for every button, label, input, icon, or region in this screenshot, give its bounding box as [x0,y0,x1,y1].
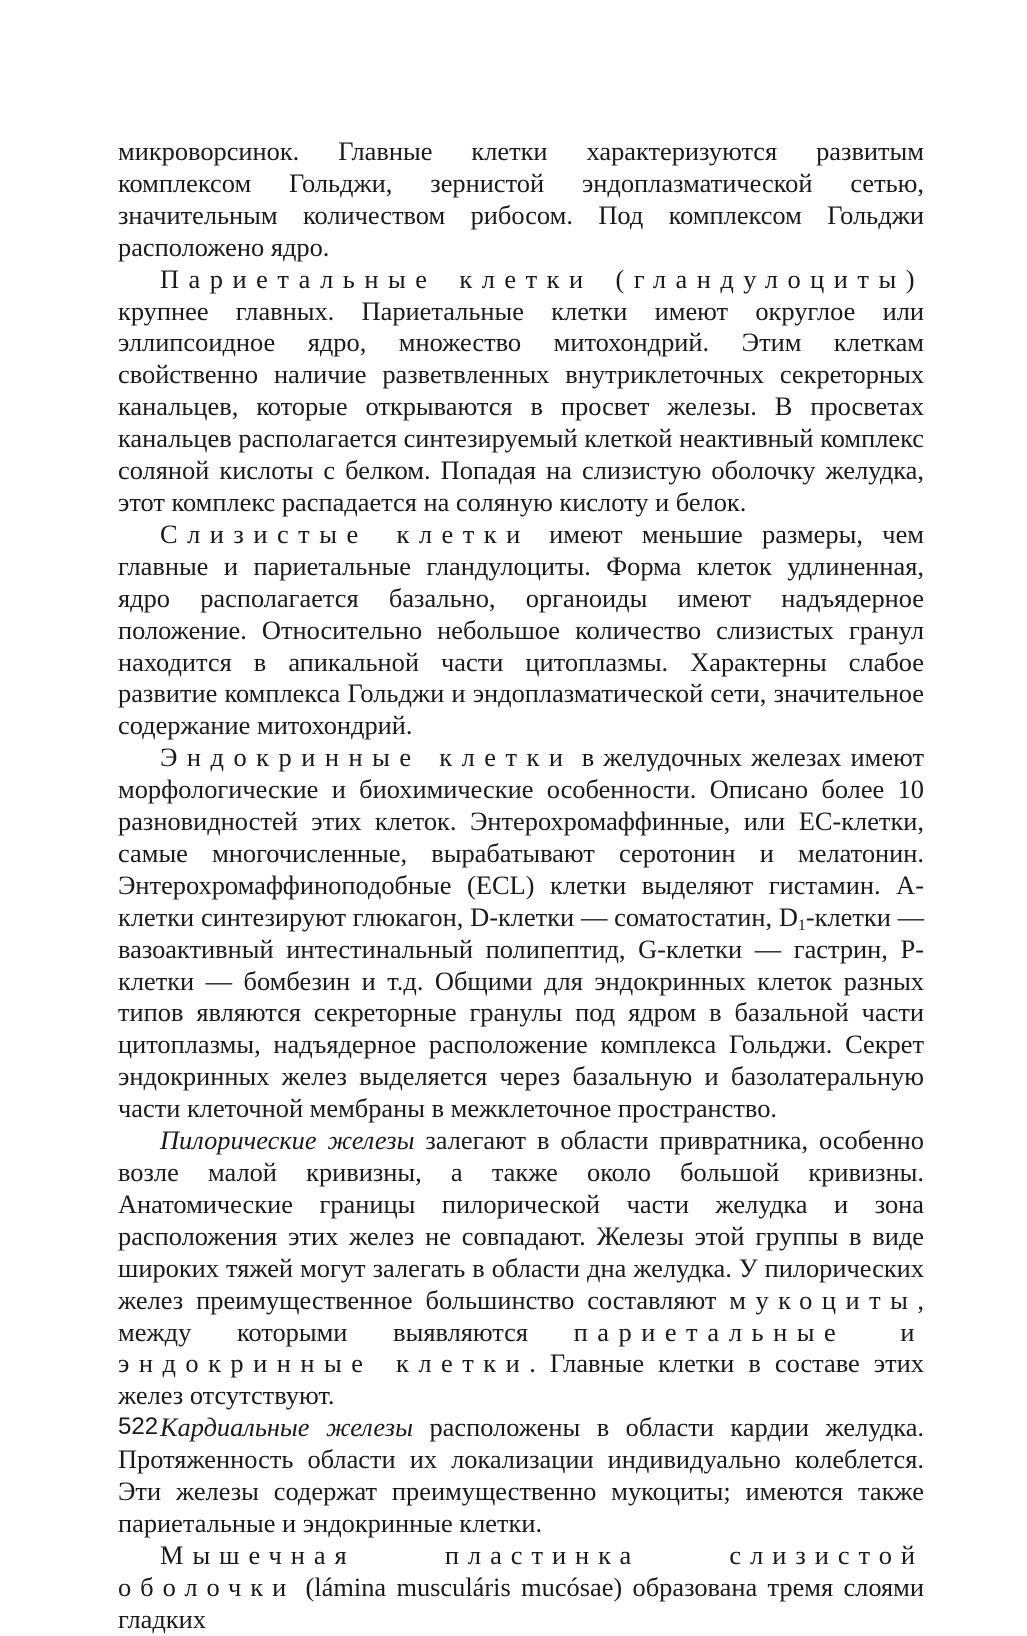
paragraph-pyloric-glands [118,1125,924,1412]
paragraph-text: . Главные клетки в составе этих желез отсутствуют. [118,1348,924,1411]
page-number: 522 [118,1413,159,1440]
term-cardiac-glands: Кардиальные железы [160,1412,413,1443]
paragraph-text: крупнее главных. Париетальные клетки имеют округлое или эллипсоидное ядро, множество митохондрий. Этим клеткам свойственно наличие разветвленных внутриклеточных секреторных канальцев, которые открываются в просвет железы. В просветах канальцев располагается синтезируемый клеткой неактивный комплекс соляной кислоты с белком. Попадая на слизистую оболочку желудка, этот комплекс распадается на соляную кислоту и белок. [118,295,924,517]
paragraph-text: расположены в области кардии желудка. Протяженность области их локализации индивидуально колеблется. Эти железы содержат преимущественно мукоциты; имеются также париетальные и эндокринные клетки. [118,1412,924,1538]
paragraph-text: в желудочных железах имеют морфологические и биохимические особенности. Описано более 10 разновидностей этих клеток. Энтерохромаффинные, или ЕС-клетки, самые многочисленные, вырабатывают серотонин и мелатонин. Энтерохромаффиноподобные (ECL) клетки выделяют гистамин. А-клетки синтезируют глюкагон, D-клетки — соматостатин, D [118,742,924,932]
paragraph-text: имеют меньшие размеры, чем главные и париетальные гландулоциты. Форма клеток удлиненная, ядро располагается базально, органоиды имеют надъядерное положение. Относительно небольшое количество слизистых гранул находится в апикальной части цитоплазмы. Характерны слабое развитие комплекса Гольджи и эндоплазматической сети, значительное содержание митохондрий. [118,518,924,741]
paragraph-text: микроворсинок. Главные клетки характеризуются развитым комплексом Гольджи, зернистой эндоплазматической сетью, значительным количеством рибосом. Под комплексом Гольджи расположено ядро. [118,136,924,262]
term-muscularis-mucosae: Мышечная пластинка слизистой оболочки [118,1539,924,1602]
paragraph-parietal-cells [118,264,924,519]
paragraph-mucous-cells [118,519,924,742]
term-endocrine-cells: Эндокринные клетки [160,742,573,773]
page-body [118,136,924,1636]
paragraph-muscularis-mucosae [118,1540,924,1636]
paragraph-text: (lámina musculáris mucósae) образована тремя слоями гладких [118,1571,924,1634]
paragraph-endocrine-cells [118,742,924,1125]
subscript: 1 [797,916,806,934]
term-mucous-cells: Слизистые клетки [160,518,530,549]
term-parietal-endocrine: париетальные и эндокринные клетки [118,1316,924,1379]
paragraph-chief-cells-end [118,136,924,264]
paragraph-text: залегают в области привратника, особенно возле малой кривизны, а также около большой кривизны. Анатомические границы пилорической части желудка и зона расположения этих желез не совпадают. Железы этой группы в виде широких тяжей могут залегать в области дна желудка. У пилорических желез преимущественное большинство составляют [118,1125,924,1315]
paragraph-text: , между которыми выявляются [118,1284,924,1347]
term-parietal-cells: Париетальные клетки (гландулоциты) [160,263,924,294]
term-mucocytes: мукоциты [729,1284,918,1315]
paragraph-text: -клетки — вазоактивный интестинальный полипептид, G-клетки — гастрин, Р-клетки — бомбезин и т.д. Общими для эндокринных клеток разных типов являются секреторные гранулы под ядром в базальной части цитоплазмы, надъядерное расположение комплекса Гольджи. Секрет эндокринных желез выделяется через базальную и базолатеральную части клеточной мембраны в межклеточное пространство. [118,901,924,1124]
paragraph-cardiac-glands [118,1412,924,1540]
term-pyloric-glands: Пилорические железы [160,1125,415,1156]
